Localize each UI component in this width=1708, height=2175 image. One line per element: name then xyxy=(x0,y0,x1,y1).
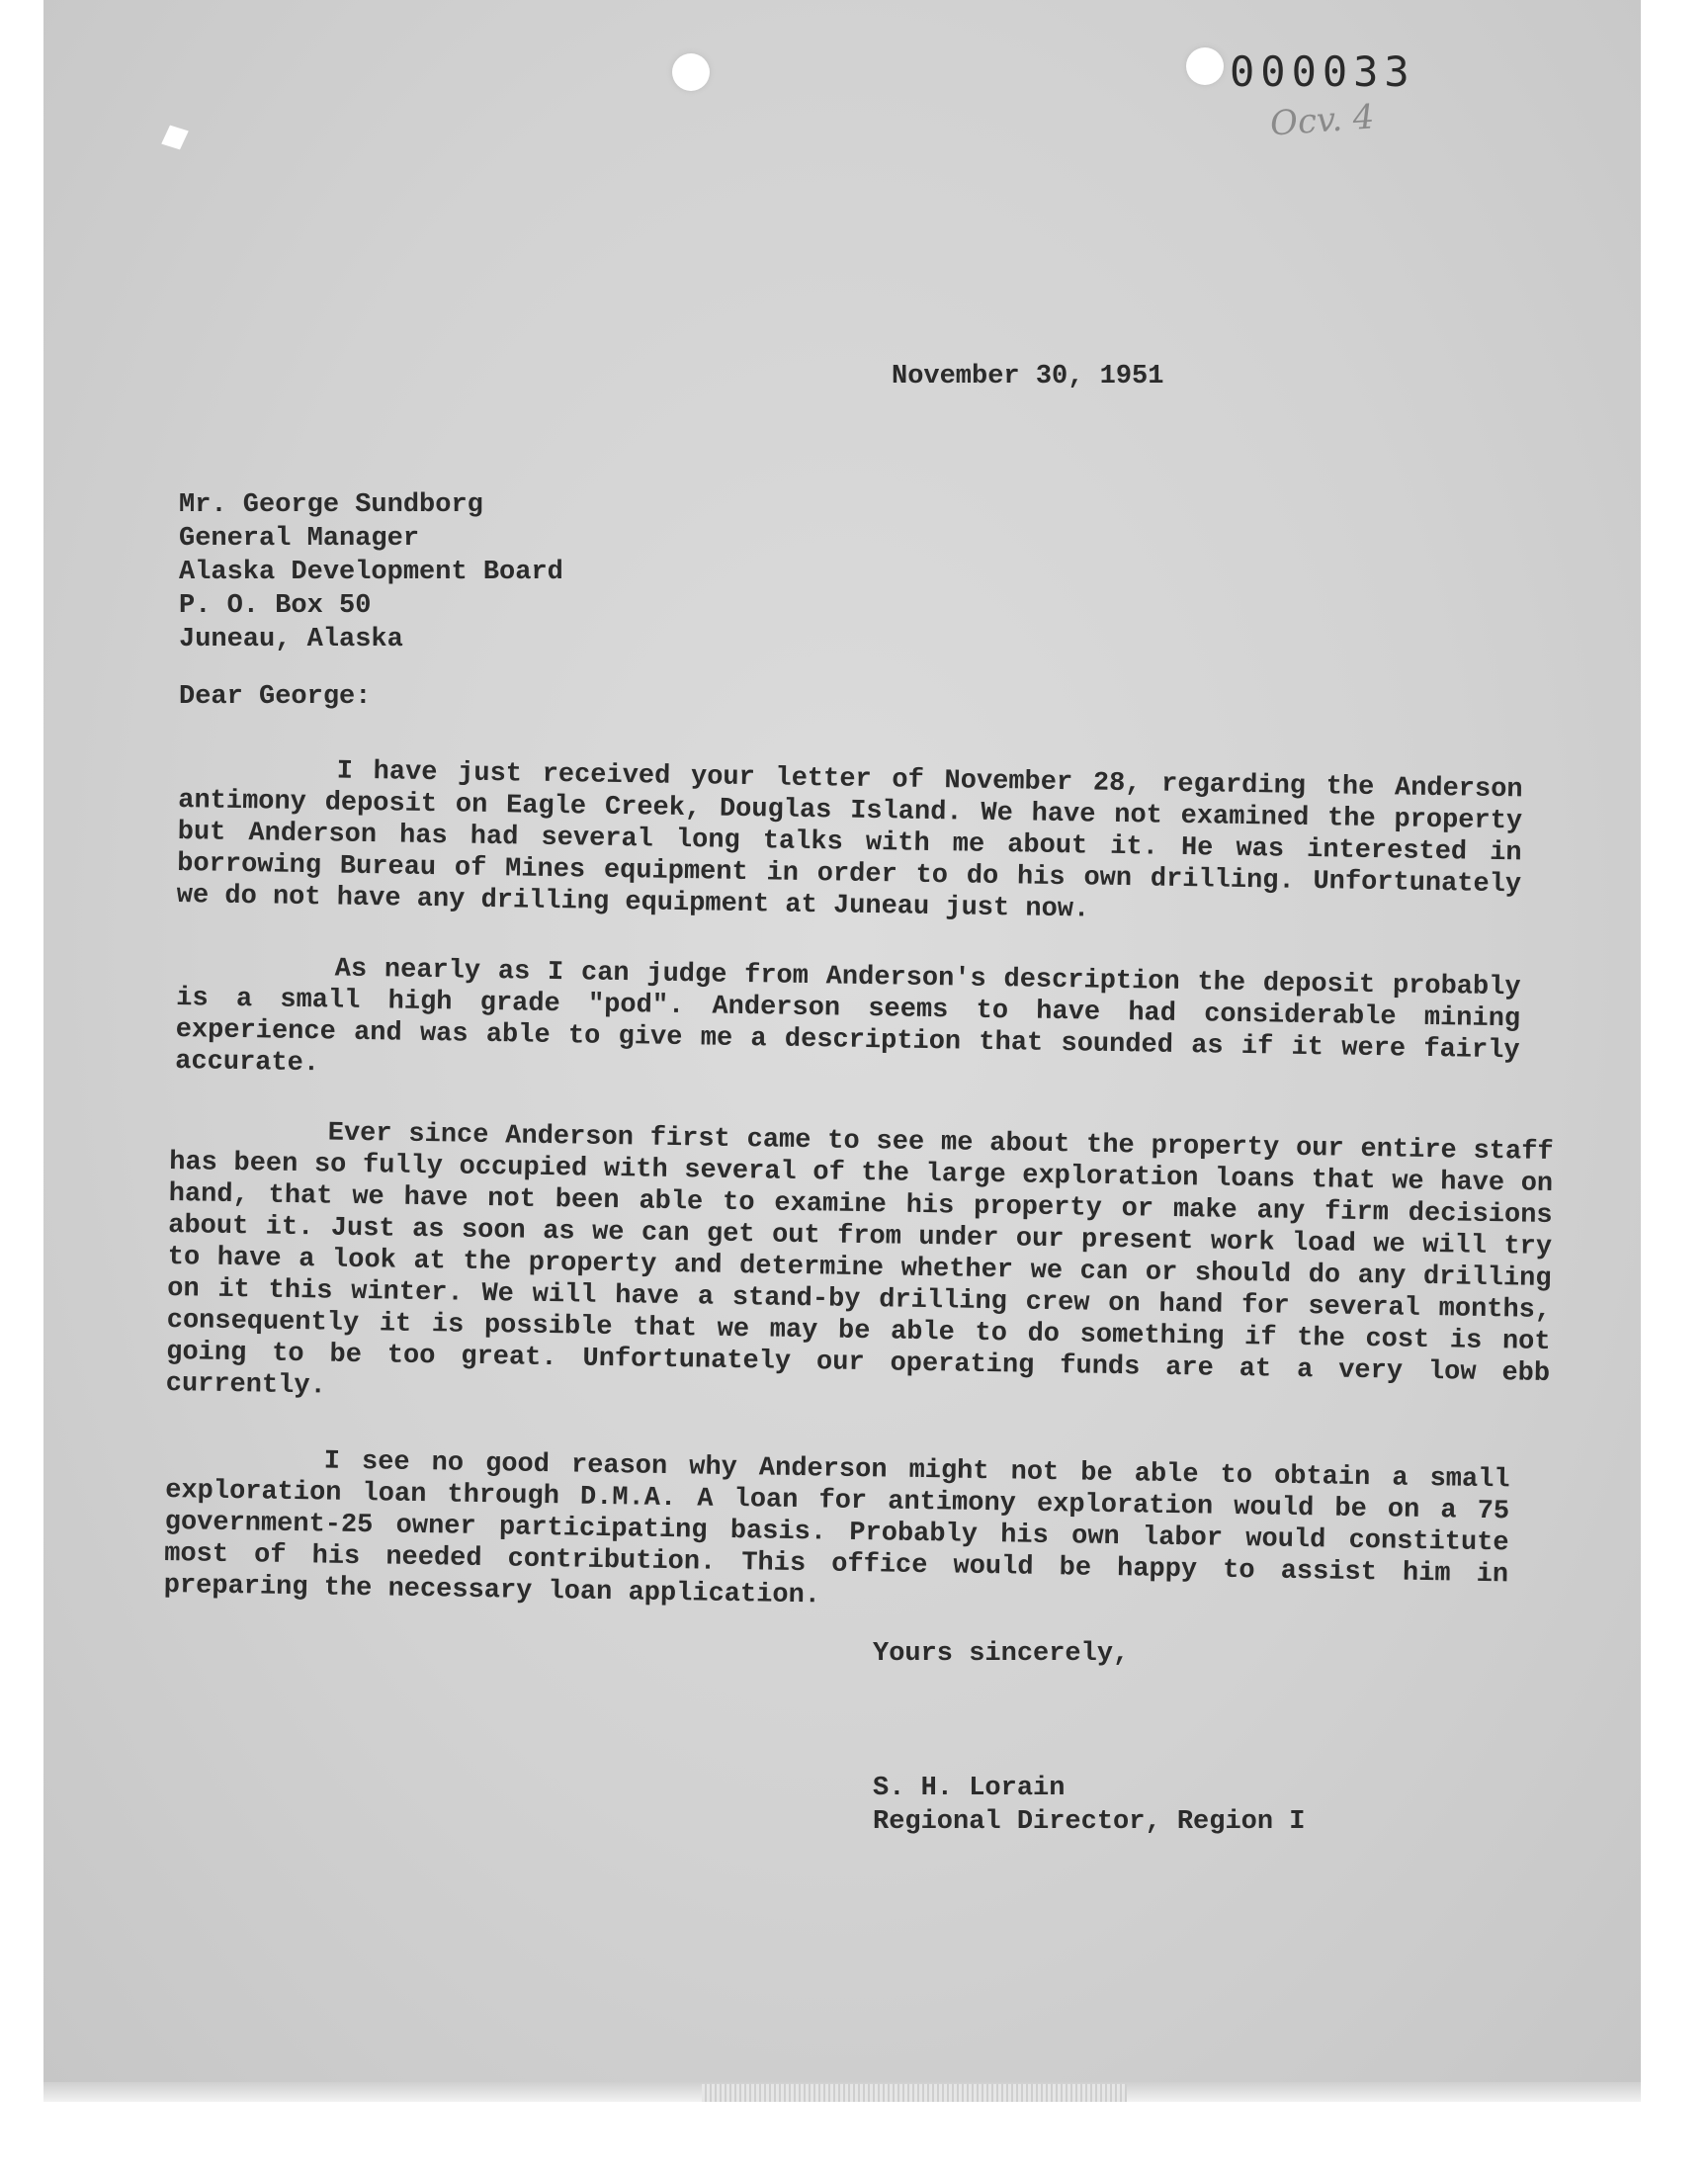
handwritten-notation: Ocv. 4 xyxy=(1268,97,1376,144)
recipient-name: Mr. George Sundborg xyxy=(179,490,483,520)
punch-hole-right xyxy=(1186,47,1224,85)
signature-block xyxy=(873,1772,1305,1839)
recipient-po-box: P. O. Box 50 xyxy=(179,591,372,621)
signer-title: Regional Director, Region I xyxy=(873,1807,1306,1837)
paper-tear xyxy=(155,119,194,157)
signer-name: S. H. Lorain xyxy=(873,1774,1066,1803)
salutation: Dear George: xyxy=(179,682,372,712)
recipient-address xyxy=(179,488,563,656)
body-paragraph-1: I have just received your letter of November 28, regarding the Anderson antimony deposit on Eagle Creek, Douglas Island. We have not examined the property but Anderson has had several long talks with me about it. He was interested in borrowing Bureau of Mines equipment in order to do his own drilling. Unfortunately we do not have any drilling equipment at Juneau just now. xyxy=(176,756,1523,925)
recipient-title: General Manager xyxy=(179,524,420,554)
scan-edge-artifact xyxy=(702,2084,1127,2102)
closing: Yours sincerely, xyxy=(873,1639,1130,1669)
body-paragraph-2: As nearly as I can judge from Anderson's description the deposit probably is a small high grade "pod". Anderson seems to have had considerable mining experience and was able to give me a description that sounded as if it were fairly accurate. xyxy=(175,954,1521,1080)
punch-hole-left xyxy=(672,53,710,91)
recipient-organization: Alaska Development Board xyxy=(179,558,563,587)
recipient-city: Juneau, Alaska xyxy=(179,625,403,654)
document-number-stamp: 000033 xyxy=(1230,47,1415,96)
letter-date: November 30, 1951 xyxy=(892,362,1164,392)
body-paragraph-3: Ever since Anderson first came to see me about the property our entire staff has been so fully occupied with several of the large exploration loans that we have on hand, that we have not been able to examine his property or make any firm decisions about it. Just as soon as we can get out from under our present work load we will try to have a look at the property and determine whether we can or should do any drilling on it this winter. We will have a stand-by drilling crew on hand for several months, consequently it is possible that we may be able to do something if the cost is not going to be too great. Unfortunately our operating funds are at a very low ebb currently. xyxy=(165,1118,1554,1402)
body-paragraph-4: I see no good reason why Anderson might not be able to obtain a small exploration loan through D.M.A. A loan for antimony exploration would be on a 75 government-25 owner participating basis. Probably his own labor would constitute most of his needed contribution. This office would be happy to assist him in preparing the necessary loan application. xyxy=(163,1446,1510,1611)
